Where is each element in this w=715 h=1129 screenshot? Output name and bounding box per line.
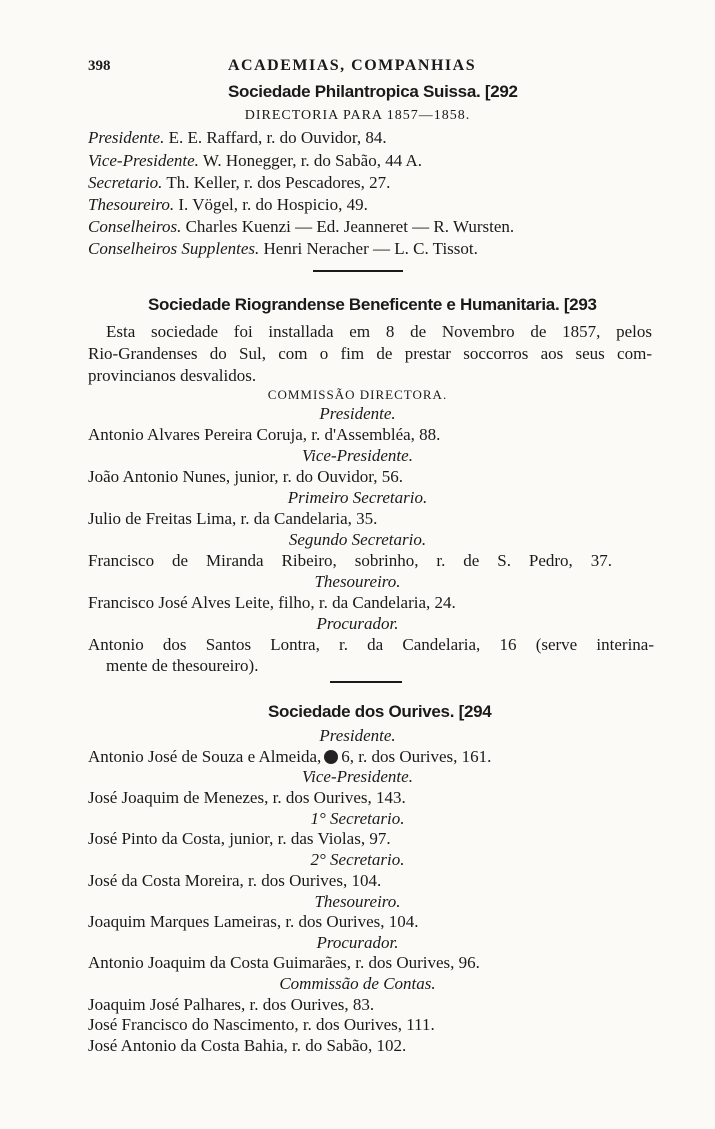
s294-role: Vice-Presidente. [302, 767, 413, 786]
s292-entry: Vice-Presidente. W. Honegger, r. do Sabão, 44 A. [88, 151, 423, 170]
s293-intro-line: Rio-Grandenses do Sul, com o fim de prestar soccorros aos seus com- [88, 344, 652, 363]
s294-member: José Joaquim de Menezes, r. dos Ourives, 143. [88, 788, 406, 807]
s292-entry: Conselheiros Supplentes. Henri Neracher — L. C. Tissot. [88, 239, 478, 258]
s293-commission-heading: COMMISSÃO DIRECTORA. [267, 387, 448, 402]
s294-member: Joaquim Marques Lameiras, r. dos Ourives, 104. [88, 912, 419, 931]
s294-role: Thesoureiro. [314, 892, 401, 911]
running-title: ACADEMIAS, COMPANHIAS [228, 57, 477, 74]
seal-icon [324, 750, 338, 764]
section-divider [330, 681, 402, 683]
section-292-directory-heading: DIRECTORIA PARA 1857—1858. [244, 108, 471, 123]
s293-member: Antonio Alvares Pereira Coruja, r. d'Assembléa, 88. [88, 425, 441, 444]
s294-role: 2° Secretario. [310, 850, 405, 869]
section-divider [313, 270, 403, 272]
s293-member: Francisco de Miranda Ribeiro, sobrinho, r. de S. Pedro, 37. [88, 551, 612, 570]
s294-commission-member: José Francisco do Nascimento, r. dos Ourives, 111. [88, 1015, 435, 1034]
s293-member: Antonio dos Santos Lontra, r. da Candelaria, 16 (serve interina- [88, 635, 654, 654]
s293-member: Francisco José Alves Leite, filho, r. da Candelaria, 24. [88, 593, 456, 612]
s293-role: Presidente. [319, 404, 396, 423]
s293-intro-line: provincianos desvalidos. [88, 366, 257, 385]
s293-member: Julio de Freitas Lima, r. da Candelaria, 35. [88, 509, 378, 528]
s294-role: Procurador. [316, 933, 399, 952]
s293-role: Segundo Secretario. [288, 530, 427, 549]
section-292-ref: [292 [484, 82, 518, 101]
s294-member: José Pinto da Costa, junior, r. das Violas, 97. [88, 829, 391, 848]
s294-role: 1° Secretario. [310, 809, 405, 828]
s292-entry: Secretario. Th. Keller, r. dos Pescadores, 27. [88, 173, 391, 192]
s293-role: Vice-Presidente. [302, 446, 413, 465]
section-293-ref: [293 [563, 295, 597, 314]
s294-commission-heading: Commissão de Contas. [279, 974, 436, 993]
s292-entry: Thesoureiro. I. Vögel, r. do Hospicio, 49. [88, 195, 368, 214]
s293-member: João Antonio Nunes, junior, r. do Ouvidor, 56. [88, 467, 404, 486]
s293-role: Primeiro Secretario. [287, 488, 428, 507]
s293-role: Thesoureiro. [314, 572, 401, 591]
s293-role: Procurador. [316, 614, 399, 633]
s294-commission-member: Joaquim José Palhares, r. dos Ourives, 83. [88, 995, 375, 1014]
section-294-title: Sociedade dos Ourives. [294 [268, 702, 492, 721]
section-293-title: Sociedade Riograndense Beneficente e Humanitaria. [293 [148, 295, 597, 314]
s293-intro-line: Esta sociedade foi installada em 8 de Novembro de 1857, pelos [106, 322, 652, 341]
s294-member: José da Costa Moreira, r. dos Ourives, 104. [88, 871, 382, 890]
s294-member: Antonio Joaquim da Costa Guimarães, r. dos Ourives, 96. [88, 953, 480, 972]
s294-commission-member: José Antonio da Costa Bahia, r. do Sabão, 102. [88, 1036, 407, 1055]
section-292-title: Sociedade Philantropica Suissa. [292 [228, 82, 518, 101]
s292-entry: Conselheiros. Charles Kuenzi — Ed. Jeanneret — R. Wursten. [88, 217, 515, 236]
section-294-ref: [294 [458, 702, 492, 721]
s292-entry: Presidente. E. E. Raffard, r. do Ouvidor, 84. [88, 128, 387, 147]
s293-member-continuation: mente de thesoureiro). [106, 656, 259, 675]
s294-member: Antonio José de Souza e Almeida, 6, r. dos Ourives, 161. [88, 747, 492, 766]
page-number: 398 [88, 58, 111, 74]
s294-role: Presidente. [319, 726, 396, 745]
